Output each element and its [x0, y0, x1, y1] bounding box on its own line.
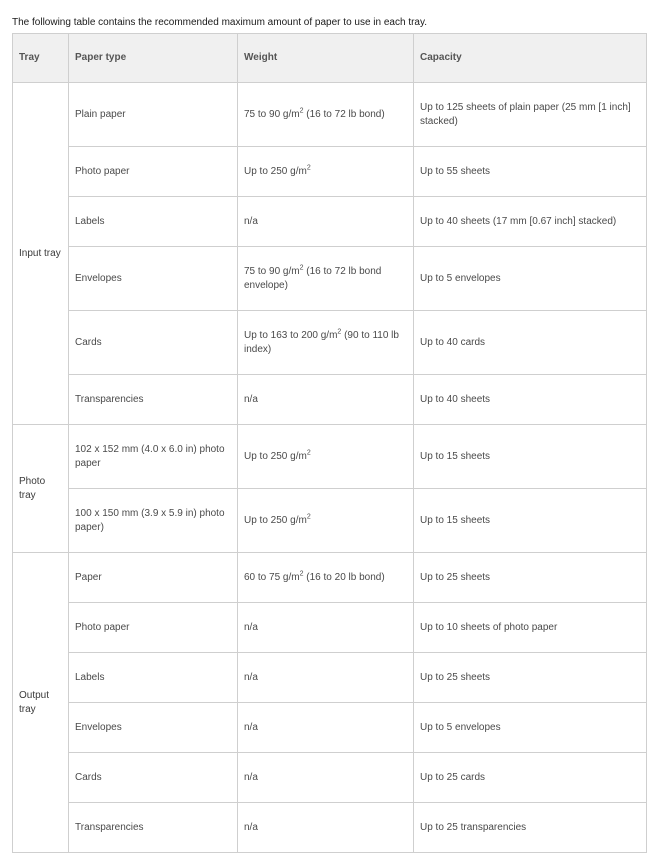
capacity-cell: Up to 40 cards — [414, 311, 647, 375]
table-row — [13, 311, 647, 375]
paper-type-cell: 102 x 152 mm (4.0 x 6.0 in) photo paper — [69, 425, 238, 489]
table-row — [13, 489, 647, 553]
table-row — [13, 803, 647, 853]
capacity-cell: Up to 25 transparencies — [414, 803, 647, 853]
capacity-cell: Up to 25 sheets — [414, 553, 647, 603]
table-row — [13, 425, 647, 489]
table-row — [13, 83, 647, 147]
paper-type-cell: 100 x 150 mm (3.9 x 5.9 in) photo paper) — [69, 489, 238, 553]
header-weight: Weight — [238, 34, 414, 83]
header-tray: Tray — [13, 34, 69, 83]
capacity-cell: Up to 10 sheets of photo paper — [414, 603, 647, 653]
capacity-cell: Up to 40 sheets — [414, 375, 647, 425]
weight-cell: n/a — [238, 197, 414, 247]
paper-capacity-table — [12, 33, 647, 853]
weight-cell: n/a — [238, 375, 414, 425]
paper-type-cell: Photo paper — [69, 147, 238, 197]
paper-type-cell: Cards — [69, 311, 238, 375]
weight-cell: n/a — [238, 703, 414, 753]
weight-cell: Up to 163 to 200 $g/m^2$ (90 to 110 lb index) — [238, 311, 414, 375]
capacity-cell: Up to 15 sheets — [414, 489, 647, 553]
header-paper-type: Paper type — [69, 34, 238, 83]
table-row — [13, 147, 647, 197]
weight-cell: Up to 250 $g/m^2$ — [238, 425, 414, 489]
table-row — [13, 653, 647, 703]
weight-cell: Up to 250 $g/m^2$ — [238, 147, 414, 197]
capacity-cell: Up to 55 sheets — [414, 147, 647, 197]
table-row — [13, 553, 647, 603]
tray-cell: Photo tray — [13, 425, 69, 553]
header-row — [13, 34, 647, 83]
paper-type-cell: Paper — [69, 553, 238, 603]
capacity-cell: Up to 15 sheets — [414, 425, 647, 489]
paper-type-cell: Labels — [69, 197, 238, 247]
capacity-cell: Up to 40 sheets (17 mm [0.67 inch] stacked) — [414, 197, 647, 247]
paper-type-cell: Labels — [69, 653, 238, 703]
weight-cell: 60 to 75 $g/m^2$ (16 to 20 lb bond) — [238, 553, 414, 603]
paper-type-cell: Plain paper — [69, 83, 238, 147]
table-row — [13, 247, 647, 311]
capacity-cell: Up to 5 envelopes — [414, 703, 647, 753]
capacity-cell: Up to 25 sheets — [414, 653, 647, 703]
tray-cell: Input tray — [13, 83, 69, 425]
header-capacity: Capacity — [414, 34, 647, 83]
table-row — [13, 603, 647, 653]
paper-type-cell: Transparencies — [69, 375, 238, 425]
weight-cell: 75 to 90 $g/m^2$ (16 to 72 lb bond envelope) — [238, 247, 414, 311]
weight-cell: Up to 250 $g/m^2$ — [238, 489, 414, 553]
paper-type-cell: Envelopes — [69, 247, 238, 311]
table-row — [13, 375, 647, 425]
paper-type-cell: Photo paper — [69, 603, 238, 653]
paper-type-cell: Cards — [69, 753, 238, 803]
weight-cell: n/a — [238, 653, 414, 703]
tray-cell: Output tray — [13, 553, 69, 853]
paper-type-cell: Envelopes — [69, 703, 238, 753]
capacity-cell: Up to 125 sheets of plain paper (25 mm [1 inch] stacked) — [414, 83, 647, 147]
table-row — [13, 197, 647, 247]
weight-cell: n/a — [238, 603, 414, 653]
intro-text: The following table contains the recommended maximum amount of paper to use in each tray. — [12, 17, 428, 28]
table-row — [13, 703, 647, 753]
weight-cell: 75 to 90 $g/m^2$ (16 to 72 lb bond) — [238, 83, 414, 147]
capacity-cell: Up to 5 envelopes — [414, 247, 647, 311]
table-row — [13, 753, 647, 803]
capacity-cell: Up to 25 cards — [414, 753, 647, 803]
paper-type-cell: Transparencies — [69, 803, 238, 853]
weight-cell: n/a — [238, 753, 414, 803]
weight-cell: n/a — [238, 803, 414, 853]
